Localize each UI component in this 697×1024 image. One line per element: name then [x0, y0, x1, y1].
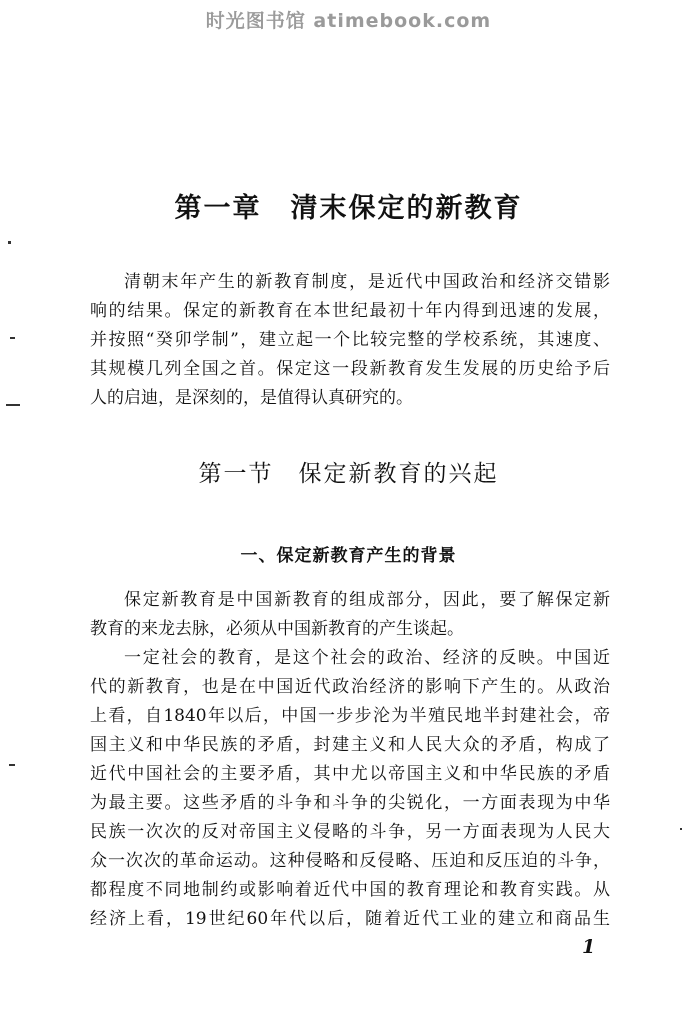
- chapter-title: 第一章 清末保定的新教育: [174, 193, 523, 224]
- text-line: 代的新教育，也是在中国近代政治经济的影响下产生的。从政治: [90, 677, 610, 697]
- text-line: 都程度不同地制约或影响着近代中国的教育理论和教育实践。从: [90, 880, 610, 900]
- text-line: 教育的来龙去脉，必须从中国新教育的产生谈起。: [90, 619, 464, 639]
- text-line: 人的启迪，是深刻的，是值得认真研究的。: [90, 388, 413, 408]
- scan-mark: [8, 241, 11, 244]
- text-line: 为最主要。这些矛盾的斗争和斗争的尖锐化，一方面表现为中华: [90, 793, 610, 813]
- intro-paragraph: [90, 268, 610, 413]
- body-paragraph-1: [90, 586, 610, 644]
- text-line: 国主义和中华民族的矛盾，封建主义和人民大众的矛盾，构成了: [90, 735, 610, 755]
- text-line: 保定新教育是中国新教育的组成部分，因此，要了解保定新: [124, 590, 610, 610]
- text-line: 并按照“癸卯学制”，建立起一个比较完整的学校系统，其速度、: [90, 330, 610, 350]
- text-line: 经济上看，19世纪60年代以后，随着近代工业的建立和商品生: [90, 909, 610, 929]
- text-line: 民族一次次的反对帝国主义侵略的斗争，另一方面表现为人民大: [90, 822, 610, 842]
- section-title: 第一节 保定新教育的兴起: [198, 461, 499, 487]
- text-line: 近代中国社会的主要矛盾，其中尤以帝国主义和中华民族的矛盾: [90, 764, 610, 784]
- watermark: 时光图书馆 atimebook.com: [205, 10, 492, 32]
- text-line: 众一次次的革命运动。这种侵略和反侵略、压迫和反压迫的斗争，: [90, 851, 610, 871]
- scan-mark: [6, 404, 20, 406]
- text-line: 响的结果。保定的新教育在本世纪最初十年内得到迅速的发展，: [90, 301, 610, 321]
- page-number: 1: [582, 936, 596, 958]
- body-paragraph-2: [90, 644, 610, 934]
- text-line: 一定社会的教育，是这个社会的政治、经济的反映。中国近: [124, 648, 610, 668]
- scan-mark: [10, 337, 15, 339]
- text-line: 清朝末年产生的新教育制度，是近代中国政治和经济交错影: [124, 272, 610, 292]
- text-line: 上看，自1840年以后，中国一步步沦为半殖民地半封建社会，帝: [90, 706, 610, 726]
- subsection-title: 一、保定新教育产生的背景: [240, 546, 457, 566]
- scan-mark: [9, 764, 15, 766]
- scan-mark: [680, 828, 682, 830]
- text-line: 其规模几列全国之首。保定这一段新教育发生发展的历史给予后: [90, 359, 610, 379]
